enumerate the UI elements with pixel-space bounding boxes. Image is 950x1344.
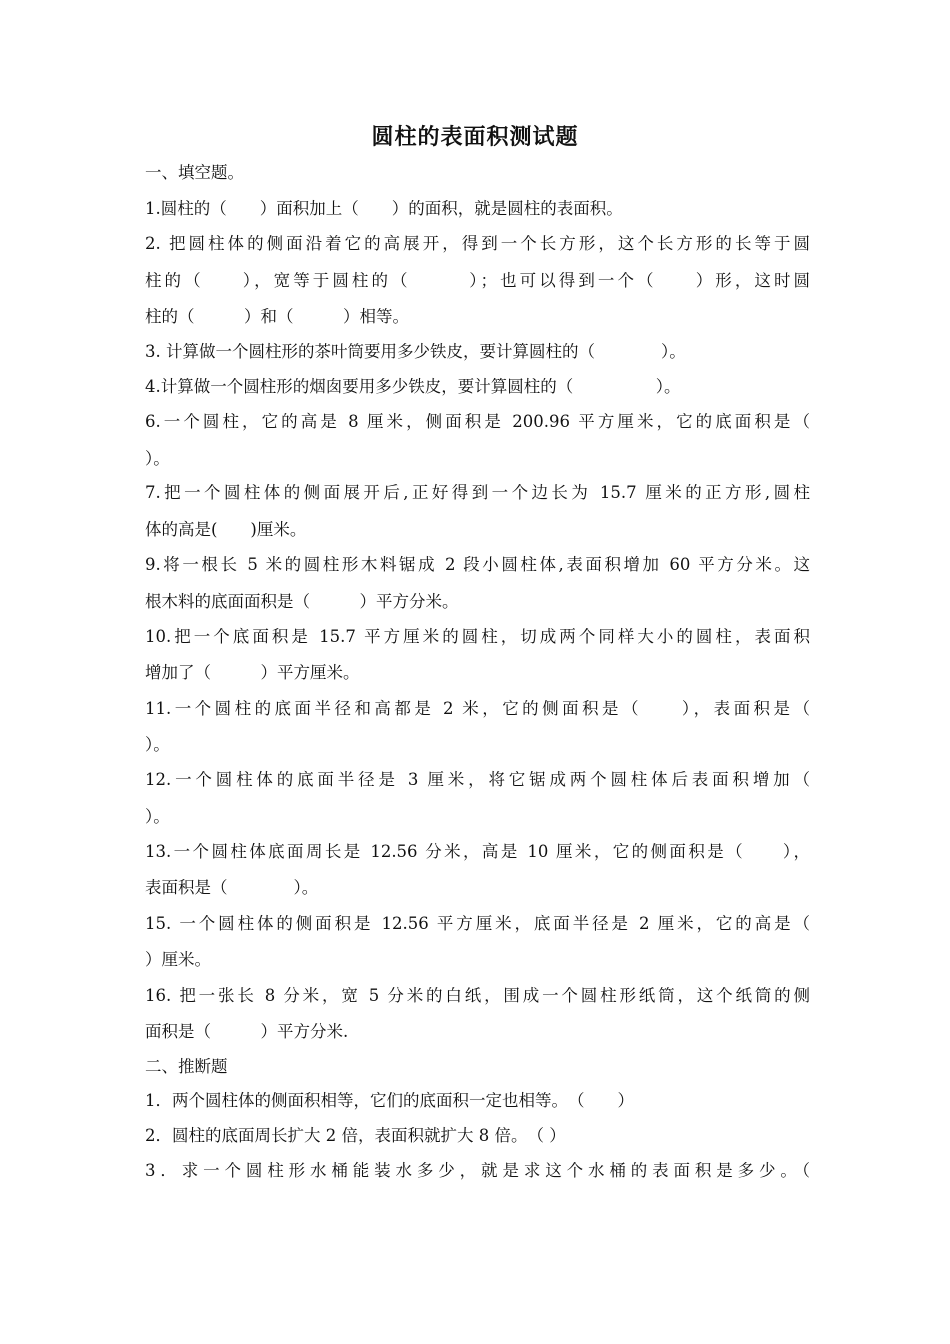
question-line: 13.一个圆柱体底面周长是 12.56 分米，高是 10 厘米，它的侧面积是（ ），	[145, 842, 810, 861]
question-line: 表面积是（ ）。	[145, 878, 319, 897]
judgment-line: 1．两个圆柱体的侧面积相等，它们的底面积一定也相等。 （ ）	[145, 1091, 634, 1110]
question-line: 16. 把一张长 8 分米，宽 5 分米的白纸，围成一个圆柱形纸筒，这个纸筒的侧	[145, 986, 810, 1005]
question-line: 体的高是( )厘米。	[145, 520, 307, 539]
question-line: ）。	[145, 735, 170, 754]
section-heading-fill-in: 一、填空题。	[145, 163, 244, 182]
question-line: 12.一个圆柱体的底面半径是 3 厘米，将它锯成两个圆柱体后表面积增加（	[145, 770, 810, 789]
question-line: ）。	[145, 449, 170, 468]
section-heading-judgment: 二、推断题	[145, 1057, 228, 1076]
question-line: 面积是（ ）平方分米.	[145, 1022, 349, 1041]
question-line: 4.计算做一个圆柱形的烟囱要用多少铁皮，要计算圆柱的（ ）。	[145, 377, 681, 396]
question-line: ）厘米。	[145, 950, 211, 969]
document-title: 圆柱的表面积测试题	[371, 125, 579, 150]
question-line: 柱的（ ），宽等于圆柱的（ ）；也可以得到一个（ ）形，这时圆	[145, 271, 810, 290]
judgment-line: 2．圆柱的底面周长扩大 2 倍，表面积就扩大 8 倍。 （ ）	[145, 1126, 566, 1145]
question-line: 增加了（ ）平方厘米。	[145, 663, 360, 682]
question-line: 6.一个圆柱，它的高是 8 厘米，侧面积是 200.96 平方厘米，它的底面积是（	[145, 412, 810, 431]
question-line: 15. 一个圆柱体的侧面积是 12.56 平方厘米，底面半径是 2 厘米，它的高是（	[145, 914, 810, 933]
question-line: 9.将一根长 5 米的圆柱形木料锯成 2 段小圆柱体,表面积增加 60 平方分米。这	[145, 555, 810, 574]
judgment-line: 3．求一个圆柱形水桶能装水多少，就是求这个水桶的表面积是多少。（	[145, 1161, 810, 1180]
question-line: 10.把一个底面积是 15.7 平方厘米的圆柱，切成两个同样大小的圆柱，表面积	[145, 627, 810, 646]
question-line: ）。	[145, 807, 170, 826]
question-line: 柱的（ ）和（ ）相等。	[145, 307, 409, 326]
question-line: 根木料的底面面积是（ ）平方分米。	[145, 592, 459, 611]
question-line: 1.圆柱的（ ）面积加上（ ）的面积，就是圆柱的表面积。	[145, 199, 623, 218]
question-line: 7.把一个圆柱体的侧面展开后,正好得到一个边长为 15.7 厘米的正方形,圆柱	[145, 483, 810, 502]
question-line: 11.一个圆柱的底面半径和高都是 2 米，它的侧面积是（ ），表面积是（	[145, 699, 810, 718]
question-line: 2. 把圆柱体的侧面沿着它的高展开，得到一个长方形，这个长方形的长等于圆	[145, 234, 810, 253]
question-line: 3. 计算做一个圆柱形的茶叶筒要用多少铁皮，要计算圆柱的（ ）。	[145, 342, 686, 361]
